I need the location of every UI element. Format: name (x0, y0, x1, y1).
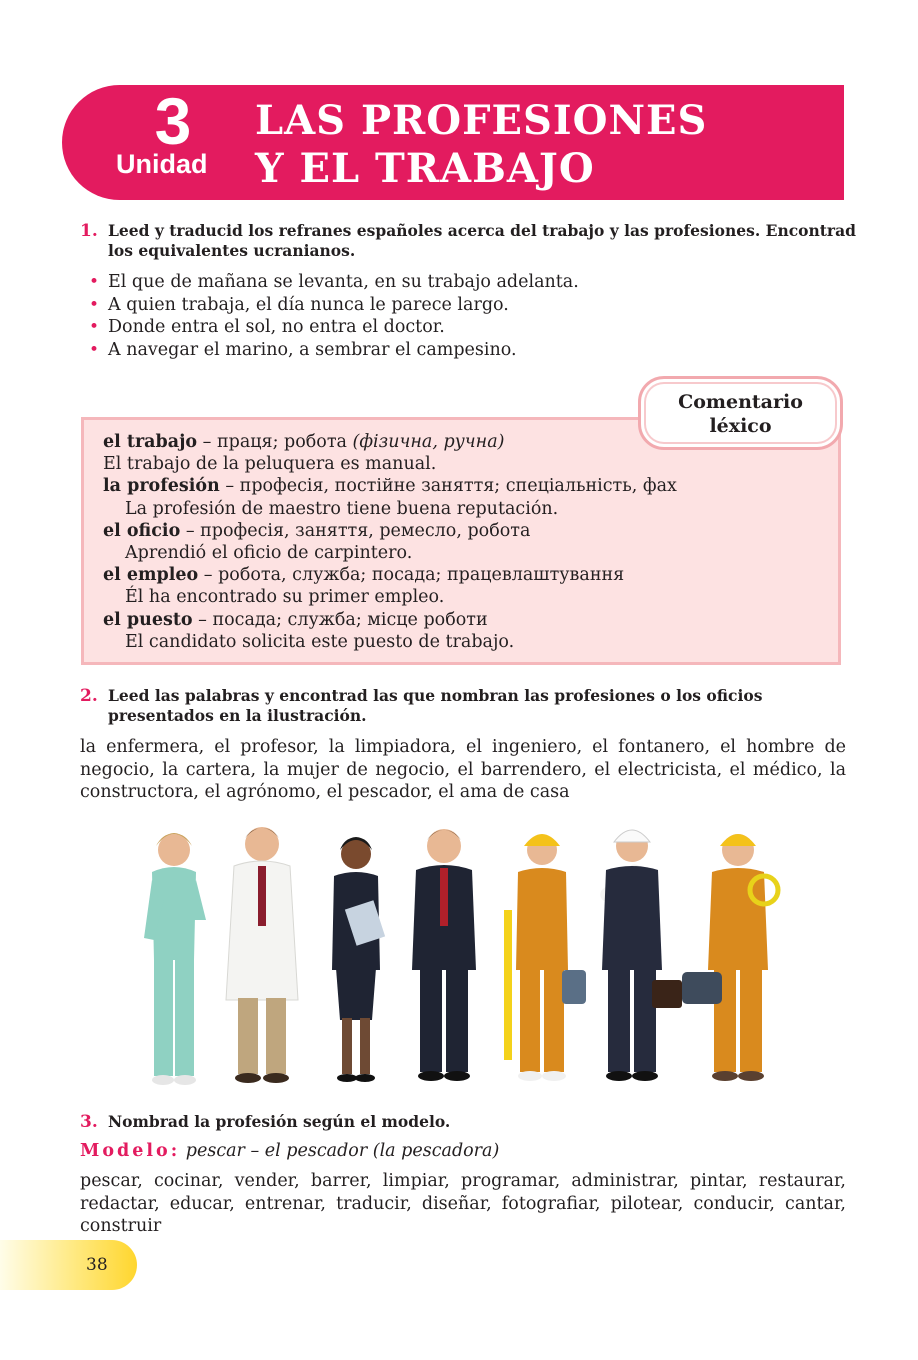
exercise3-heading (80, 1112, 860, 1132)
page-number-tab (0, 1240, 137, 1290)
list-item: • Donde entra el sol, no entra el doctor. (89, 317, 445, 337)
vocab-example: Él ha encontrado su primer empleo. (125, 587, 445, 608)
vocab-term: el oficio (103, 520, 181, 541)
exercise2-heading (80, 686, 860, 726)
vocab-entry (103, 609, 677, 631)
vocab-note: (фізична, ручна) (352, 432, 505, 452)
bullet-icon: • (89, 294, 100, 315)
vocab-example: Aprendió el oficio de carpintero. (125, 543, 413, 564)
exercise3-word-list: pescar, cocinar, vender, barrer, limpiar, programar, administrar, pintar, restaurar, redactar, educar, entrenar, traducir, diseñar, fotografiar, pilotear, conducir, cantar, construir (80, 1171, 846, 1236)
exercise2-number: 2. (80, 686, 98, 706)
vocab-translation: – праця; робота (197, 432, 353, 452)
doctor-figure (226, 827, 298, 1083)
exercise2-word-list: la enfermera, el profesor, la limpiadora, el ingeniero, el fontanero, el hombre de negocio, la cartera, la mujer de negocio, el barrendero, el electricista, el médico, la constructora, el agrónomo, el pescador, el ama de casa (80, 737, 846, 802)
model-text: pescar – el pescador (la pescadora) (185, 1141, 500, 1161)
vocab-example: El trabajo de la peluquera es manual. (103, 454, 437, 475)
nurse-figure (144, 833, 206, 1085)
model-example (80, 1140, 499, 1162)
unit-title-line1: LAS PROFESIONES (255, 97, 708, 144)
vocab-entry (103, 475, 677, 497)
business-man-figure (412, 829, 476, 1081)
exercise3-number: 3. (80, 1112, 98, 1132)
exercise1-heading (80, 221, 860, 261)
vocab-translation: – професія, заняття, ремесло, робота (180, 520, 531, 541)
vocab-translation: – посада; служба; місце роботи (192, 609, 488, 630)
unit-title-line2: Y EL TRABAJO (255, 145, 595, 192)
exercise2-instruction: Leed las palabras y encontrad las que nombran las profesiones o los oficios presentados en la ilustración. (108, 686, 763, 725)
builder-woman-figure (504, 834, 586, 1081)
unit-number: 3 (154, 84, 192, 158)
vocab-example: La profesión de maestro tiene buena reputación. (125, 498, 559, 519)
list-item: • El que de mañana se levanta, en su trabajo adelanta. (89, 272, 579, 292)
bullet-icon: • (89, 339, 100, 360)
list-item: • A navegar el marino, a sembrar el campesino. (89, 339, 517, 360)
engineer-figure (597, 830, 682, 1081)
vocab-translation: – професія, постійне заняття; спеціальність, фах (219, 476, 677, 497)
model-label: Modelo: (80, 1141, 181, 1161)
page-number: 38 (86, 1255, 108, 1275)
vocab-translation: – робота, служба; посада; працевлаштування (198, 565, 625, 586)
exercise3-instruction: Nombrad la profesión según el modelo. (108, 1112, 451, 1131)
vocab-term: el trabajo (103, 432, 198, 452)
exercise1-number: 1. (80, 221, 98, 241)
vocab-entry (103, 431, 677, 453)
business-woman-figure (332, 837, 385, 1082)
vocab-term: la profesión (103, 476, 220, 497)
list-item: • A quien trabaja, el día nunca le parece largo. (89, 294, 509, 315)
vocabulary-entries (103, 431, 677, 653)
proverb-list (88, 271, 579, 361)
vocab-entry (103, 564, 677, 586)
vocab-term: el empleo (103, 565, 199, 586)
vocab-example: El candidato solicita este puesto de trabajo. (125, 631, 515, 652)
comment-tab-title: Comentario léxico (678, 391, 803, 437)
vocab-entry (103, 520, 677, 542)
exercise1-instruction: Leed y traducid los refranes españoles acerca del trabajo y las profesiones. Encontrad los equivalentes ucranianos. (108, 221, 856, 260)
electrician-figure (682, 834, 778, 1081)
vocab-term: el puesto (103, 609, 193, 630)
bullet-icon: • (89, 272, 100, 292)
unit-label: Unidad (116, 149, 208, 179)
bullet-icon: • (89, 317, 100, 337)
professions-illustration (134, 820, 794, 1092)
